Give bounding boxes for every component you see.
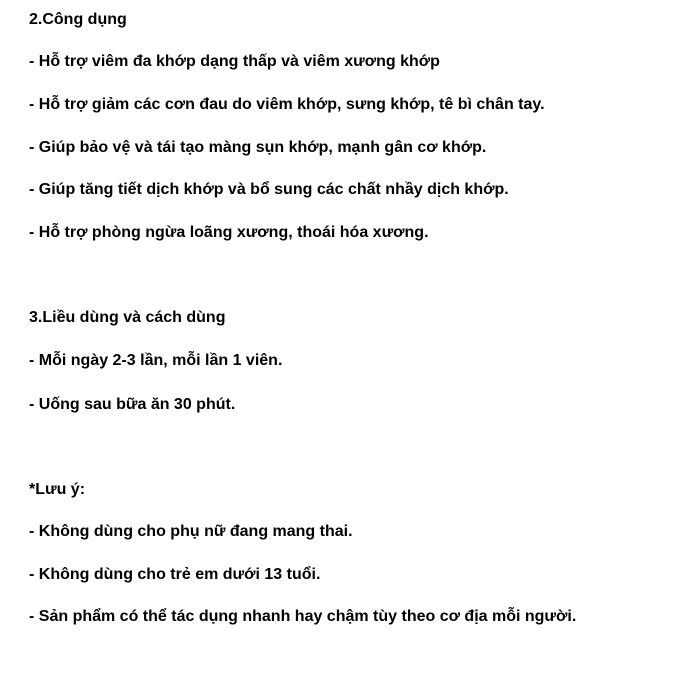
notes-item-2: - Không dùng cho trẻ em dưới 13 tuổi. (29, 566, 321, 583)
notes-item-3: - Sản phẩm có thể tác dụng nhanh hay chậm tùy theo cơ địa mỗi người. (29, 608, 577, 625)
notes-item-1: - Không dùng cho phụ nữ đang mang thai. (29, 523, 353, 540)
uses-item-2: - Hỗ trợ giảm các cơn đau do viêm khớp, sưng khớp, tê bì chân tay. (29, 96, 545, 113)
uses-item-4: - Giúp tăng tiết dịch khớp và bổ sung các chất nhầy dịch khớp. (29, 181, 509, 198)
section-heading-uses: 2.Công dụng (29, 11, 127, 28)
uses-item-5: - Hỗ trợ phòng ngừa loãng xương, thoái hóa xương. (29, 224, 429, 241)
uses-item-1: - Hỗ trợ viêm đa khớp dạng thấp và viêm xương khớp (29, 53, 440, 70)
section-heading-notes: *Lưu ý: (29, 481, 86, 498)
dosage-item-2: - Uống sau bữa ăn 30 phút. (29, 396, 236, 413)
uses-item-3: - Giúp bảo vệ và tái tạo màng sụn khớp, mạnh gân cơ khớp. (29, 139, 487, 156)
section-heading-dosage: 3.Liều dùng và cách dùng (29, 309, 226, 326)
dosage-item-1: - Mỗi ngày 2-3 lần, mỗi lần 1 viên. (29, 352, 283, 369)
